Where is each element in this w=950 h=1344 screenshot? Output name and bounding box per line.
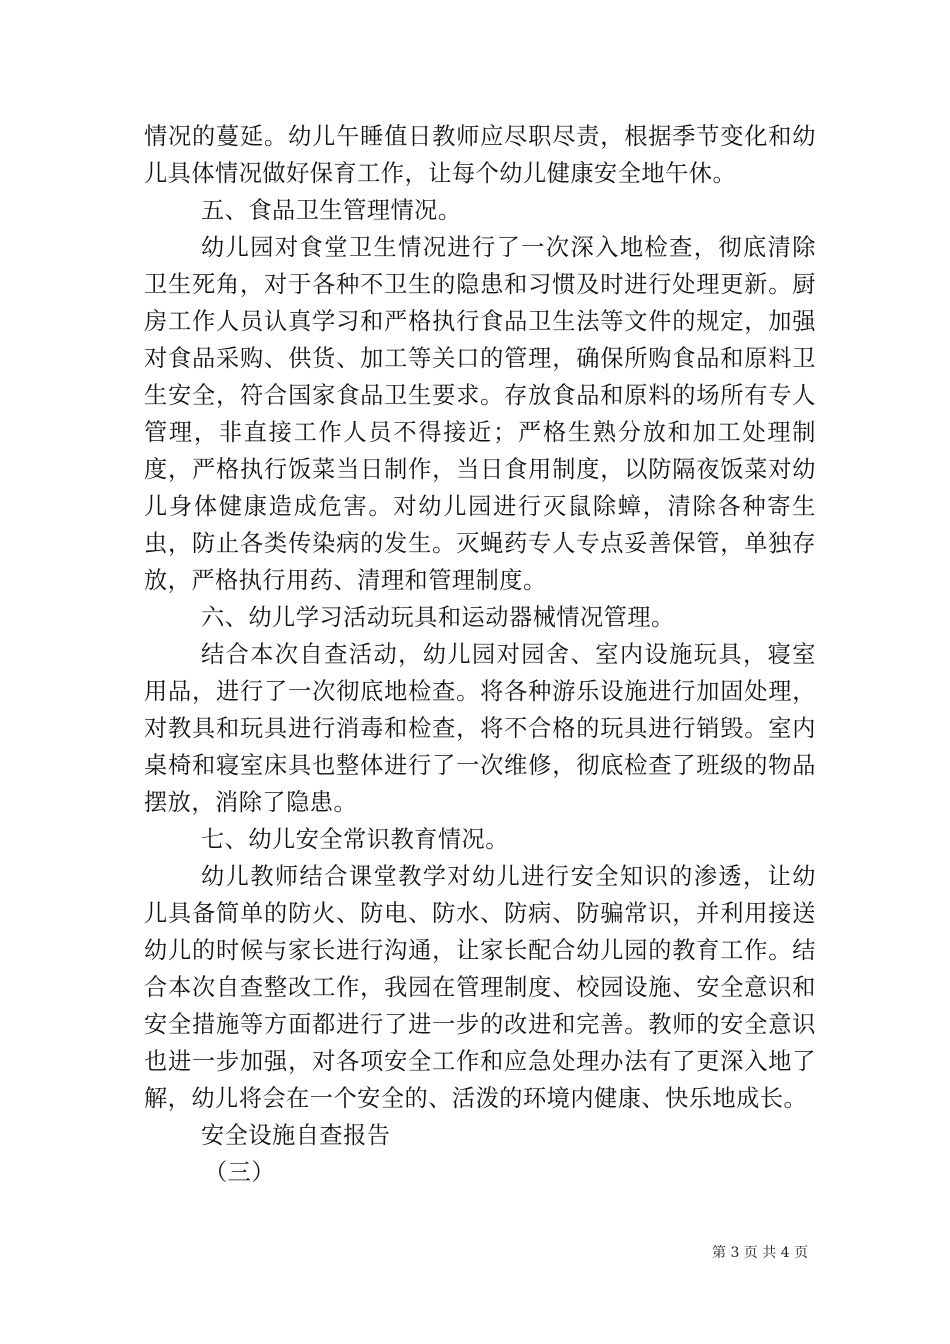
section-heading-toys-equipment: 六、幼儿学习活动玩具和运动器械情况管理。	[201, 604, 675, 631]
paragraph-food-hygiene: 幼儿园对食堂卫生情况进行了一次深入地检查，彻底清除卫生死角，对于各种不卫生的隐患和习惯及时进行处理更新。厨房工作人员认真学习和严格执行食品卫生法等文件的规定，加强对食品采购、供货、加工等关口的管理，确保所购食品和原料卫生安全，符合国家食品卫生要求。存放食品和原料的场所有专人管理，非直接工作人员不得接近；严格生熟分放和加工处理制度，严格执行饭菜当日制作，当日食用制度，以防隔夜饭菜对幼儿身体健康造成危害。对幼儿园进行灭鼠除蟑，清除各种寄生虫，防止各类传染病的发生。灭蝇药专人专点妥善保管，单独存放，严格执行用药、清理和管理制度。	[144, 234, 816, 594]
paragraph-safety-education: 幼儿教师结合课堂教学对幼儿进行安全知识的渗透，让幼儿具备简单的防火、防电、防水、防病、防骗常识，并利用接送幼儿的时候与家长进行沟通，让家长配合幼儿园的教育工作。结合本次自查整改工作，我园在管理制度、校园设施、安全意识和安全措施等方面都进行了进一步的改进和完善。教师的安全意识也进一步加强，对各项安全工作和应急处理办法有了更深入地了解，幼儿将会在一个安全的、活泼的环境内健康、快乐地成长。	[144, 863, 816, 1112]
page-number: 第 3 页 共 4 页	[712, 1245, 809, 1261]
report-title: 安全设施自查报告	[201, 1122, 391, 1149]
paragraph-toys-equipment: 结合本次自查活动，幼儿园对园舍、室内设施玩具，寝室用品，进行了一次彻底地检查。将各种游乐设施进行加固处理，对教具和玩具进行消毒和检查，将不合格的玩具进行销毁。室内桌椅和寝室床具也整体进行了一次维修，彻底检查了班级的物品摆放，消除了隐患。	[144, 641, 816, 816]
section-heading-food-hygiene: 五、食品卫生管理情况。	[201, 197, 462, 224]
section-heading-safety-education: 七、幼儿安全常识教育情况。	[201, 826, 509, 853]
document-body	[144, 118, 816, 1191]
report-subtitle: （三）	[204, 1159, 276, 1186]
paragraph-continuation: 情况的蔓延。幼儿午睡值日教师应尽职尽责，根据季节变化和幼儿具体情况做好保育工作，让每个幼儿健康安全地午休。	[144, 123, 816, 187]
